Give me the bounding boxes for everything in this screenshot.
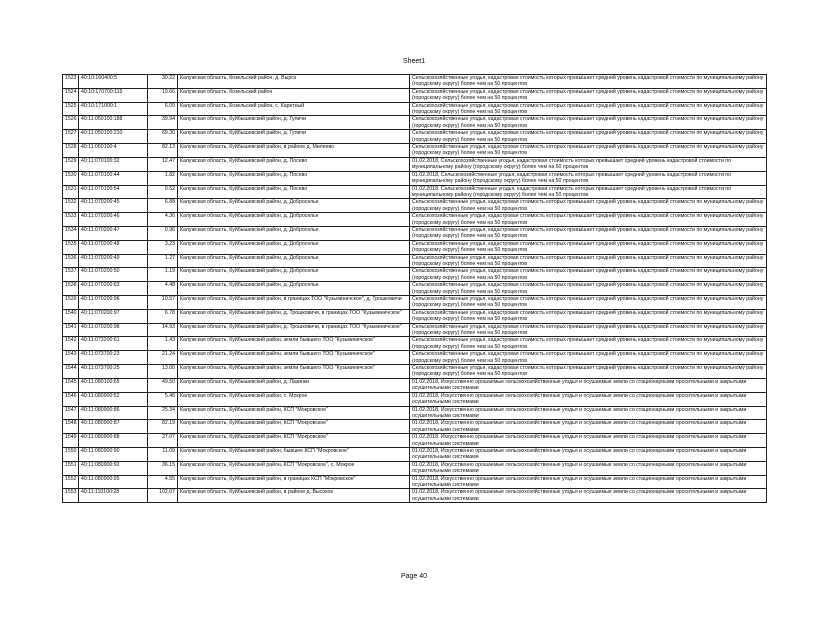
area-cell: 0.52	[148, 185, 178, 199]
category-cell: Сельскохозяйственные угодья, кадастровая стоимость которых превышает средний уровень кадастровой стоимости по муниципальному району (городскому округу) более чем на 50 процентов	[410, 282, 767, 296]
area-cell: 1.82	[148, 171, 178, 185]
category-cell: Сельскохозяйственные угодья, кадастровая стоимость которых превышает средний уровень кадастровой стоимости по муниципальному району (городскому округу) более чем на 50 процентов	[410, 309, 767, 323]
sheet-title: Sheet1	[402, 58, 426, 65]
cadastral-number-cell: 40:11:060100:4	[79, 144, 148, 158]
table-row	[63, 447, 767, 461]
table-row	[63, 226, 767, 240]
cadastral-number-cell: 40:11:070100:44	[79, 171, 148, 185]
table-row	[63, 144, 767, 158]
category-cell: Сельскохозяйственные угодья, кадастровая стоимость которых превышает средний уровень кадастровой стоимости по муниципальному району (городскому округу) более чем на 50 процентов	[410, 88, 767, 102]
page-number: Page 40	[400, 573, 428, 580]
table-row	[63, 378, 767, 392]
table-row	[63, 392, 767, 406]
area-cell: 25.34	[148, 406, 178, 420]
row-number-cell: 1540	[63, 309, 79, 323]
address-cell: Калужская область, Куйбышевский район, земли бывшего ТОО "Кузьминичское"	[178, 351, 410, 365]
table-row	[63, 420, 767, 434]
area-cell: 30.22	[148, 75, 178, 89]
row-number-cell: 1546	[63, 392, 79, 406]
area-cell: 6.88	[148, 199, 178, 213]
address-cell: Калужская область, Куйбышевский район, д. Лазинки	[178, 378, 410, 392]
cadastral-number-cell: 40:11:070200:45	[79, 199, 148, 213]
cadastral-number-cell: 40:11:073700:25	[79, 365, 148, 379]
table-row	[63, 282, 767, 296]
address-cell: Калужская область, Куйбышевский район, д. Трошковичи, в границах ТОО "Кузьминичское"	[178, 323, 410, 337]
category-cell: 01.02.2018, Сельскохозяйственные угодья, кадастровая стоимость которых превышает средний уровень кадастровой стоимости по муниципальному району (городскому округу) более чем на 50 процентов	[410, 157, 767, 171]
row-number-cell: 1529	[63, 157, 79, 171]
category-cell: 01.02.2018, Сельскохозяйственные угодья, кадастровая стоимость которых превышает средний уровень кадастровой стоимости по муниципальному району (городскому округу) более чем на 50 процентов	[410, 171, 767, 185]
table-row	[63, 213, 767, 227]
address-cell: Калужская область, Куйбышевский район, д. Трошковичи, в границах ТОО "Кузьминичское"	[178, 309, 410, 323]
table-body	[63, 75, 767, 503]
table-row	[63, 102, 767, 116]
table-row	[63, 365, 767, 379]
row-number-cell: 1524	[63, 88, 79, 102]
cadastral-number-cell: 40:11:080900:52	[79, 392, 148, 406]
area-cell: 1.19	[148, 268, 178, 282]
row-number-cell: 1545	[63, 378, 79, 392]
row-number-cell: 1537	[63, 268, 79, 282]
area-cell: 3.23	[148, 240, 178, 254]
table-row	[63, 268, 767, 282]
cadastral-number-cell: 40:11:080900:86	[79, 406, 148, 420]
address-cell: Калужская область, Козельский район, с. Каретный	[178, 102, 410, 116]
area-cell: 82.19	[148, 420, 178, 434]
cadastral-number-cell: 40:11:080900:88	[79, 434, 148, 448]
cadastral-number-cell: 40:11:070200:63	[79, 282, 148, 296]
area-cell: 82.13	[148, 144, 178, 158]
address-cell: Калужская область, Куйбышевский район, д. Гуличи	[178, 130, 410, 144]
cadastral-number-cell: 40:11:070200:49	[79, 254, 148, 268]
address-cell: Калужская область, Куйбышевский район, д. Посево	[178, 171, 410, 185]
row-number-cell: 1553	[63, 489, 79, 503]
area-cell: 49.50	[148, 378, 178, 392]
table-row	[63, 461, 767, 475]
category-cell: Сельскохозяйственные угодья, кадастровая стоимость которых превышает средний уровень кадастровой стоимости по муниципальному району (городскому округу) более чем на 50 процентов	[410, 351, 767, 365]
address-cell: Калужская область, Куйбышевский район, д. Доброселье	[178, 268, 410, 282]
area-cell: 1.27	[148, 254, 178, 268]
area-cell: 14.93	[148, 323, 178, 337]
category-cell: Сельскохозяйственные угодья, кадастровая стоимость которых превышает средний уровень кадастровой стоимости по муниципальному району (городскому округу) более чем на 50 процентов	[410, 199, 767, 213]
row-number-cell: 1548	[63, 420, 79, 434]
category-cell: 01.02.2018, Искусственно орошаемые сельскохозяйственные угодья и осушаемые земли со стационарными оросительными и закрытыми осушительными системами	[410, 406, 767, 420]
cadastral-number-cell: 40:11:070200:97	[79, 309, 148, 323]
category-cell: 01.02.2018, Искусственно орошаемые сельскохозяйственные угодья и осушаемые земли со стационарными оросительными и закрытыми осушительными системами	[410, 475, 767, 489]
cadastral-number-cell: 40:10:160400:5	[79, 75, 148, 89]
address-cell: Калужская область, Куйбышевский район, КСП "Мокровское"	[178, 406, 410, 420]
category-cell: Сельскохозяйственные угодья, кадастровая стоимость которых превышает средний уровень кадастровой стоимости по муниципальному району (городскому округу) более чем на 50 процентов	[410, 240, 767, 254]
category-cell: 01.02.2018, Искусственно орошаемые сельскохозяйственные угодья и осушаемые земли со стационарными оросительными и закрытыми осушительными системами	[410, 489, 767, 503]
area-cell: 21.24	[148, 351, 178, 365]
address-cell: Калужская область, Куйбышевский район, д. Доброселье	[178, 240, 410, 254]
row-number-cell: 1528	[63, 144, 79, 158]
address-cell: Калужская область, Куйбышевский район, д. Посево	[178, 157, 410, 171]
table-row	[63, 157, 767, 171]
address-cell: Калужская область, Куйбышевский район, КСП "Мокровское"	[178, 420, 410, 434]
category-cell: Сельскохозяйственные угодья, кадастровая стоимость которых превышает средний уровень кадастровой стоимости по муниципальному району (городскому округу) более чем на 50 процентов	[410, 144, 767, 158]
table-row	[63, 116, 767, 130]
row-number-cell: 1549	[63, 434, 79, 448]
row-number-cell: 1536	[63, 254, 79, 268]
row-number-cell: 1533	[63, 213, 79, 227]
table-row	[63, 434, 767, 448]
address-cell: Калужская область, Куйбышевский район, д. Доброселье	[178, 254, 410, 268]
address-cell: Калужская область, Куйбышевский район, земли бывшего ТОО "Кузьминичское"	[178, 365, 410, 379]
table-row	[63, 489, 767, 503]
category-cell: Сельскохозяйственные угодья, кадастровая стоимость которых превышает средний уровень кадастровой стоимости по муниципальному району (городскому округу) более чем на 50 процентов	[410, 323, 767, 337]
row-number-cell: 1525	[63, 102, 79, 116]
cadastral-number-cell: 40:10:170700:115	[79, 88, 148, 102]
area-cell: 11.09	[148, 447, 178, 461]
table-row	[63, 254, 767, 268]
table-row	[63, 240, 767, 254]
category-cell: Сельскохозяйственные угодья, кадастровая стоимость которых превышает средний уровень кадастровой стоимости по муниципальному району (городскому округу) более чем на 50 процентов	[410, 296, 767, 310]
category-cell: Сельскохозяйственные угодья, кадастровая стоимость которых превышает средний уровень кадастровой стоимости по муниципальному району (городскому округу) более чем на 50 процентов	[410, 254, 767, 268]
cadastral-number-cell: 40:11:073700:23	[79, 351, 148, 365]
row-number-cell: 1531	[63, 185, 79, 199]
category-cell: 01.02.2018, Искусственно орошаемые сельскохозяйственные угодья и осушаемые земли со стационарными оросительными и закрытыми осушительными системами	[410, 461, 767, 475]
cadastral-number-cell: 40:11:050100:210	[79, 130, 148, 144]
cadastral-number-cell: 40:11:070100:32	[79, 157, 148, 171]
row-number-cell: 1550	[63, 447, 79, 461]
area-cell: 6.09	[148, 102, 178, 116]
address-cell: Калужская область, Куйбышевский район, д. Доброселье	[178, 282, 410, 296]
address-cell: Калужская область, Куйбышевский район, в границах ТОО "Кузьминичское", д. Трошковичи	[178, 296, 410, 310]
row-number-cell: 1539	[63, 296, 79, 310]
address-cell: Калужская область, Куйбышевский район, КСП "Мокровское", с. Мокрое	[178, 461, 410, 475]
category-cell: Сельскохозяйственные угодья, кадастровая стоимость которых превышает средний уровень кадастровой стоимости по муниципальному району (городскому округу) более чем на 50 процентов	[410, 226, 767, 240]
area-cell: 69.30	[148, 130, 178, 144]
area-cell: 0.96	[148, 226, 178, 240]
area-cell: 19.66	[148, 88, 178, 102]
cadastral-number-cell: 40:11:080900:87	[79, 420, 148, 434]
address-cell: Калужская область, Куйбышевский район, д. Посево	[178, 185, 410, 199]
cadastral-number-cell: 40:10:171000:1	[79, 102, 148, 116]
row-number-cell: 1547	[63, 406, 79, 420]
table-row	[63, 337, 767, 351]
address-cell: Калужская область, Куйбышевский район, д. Доброселье	[178, 213, 410, 227]
row-number-cell: 1541	[63, 323, 79, 337]
area-cell: 4.55	[148, 475, 178, 489]
row-number-cell: 1523	[63, 75, 79, 89]
area-cell: 4.48	[148, 282, 178, 296]
address-cell: Калужская область, Куйбышевский район, д. Доброселье	[178, 199, 410, 213]
row-number-cell: 1526	[63, 116, 79, 130]
address-cell: Калужская область, Куйбышевский район, д. Гуличи	[178, 116, 410, 130]
cadastral-number-cell: 40:11:050100:188	[79, 116, 148, 130]
category-cell: 01.02.2018, Искусственно орошаемые сельскохозяйственные угодья и осушаемые земли со стационарными оросительными и закрытыми осушительными системами	[410, 434, 767, 448]
category-cell: 01.02.2018, Искусственно орошаемые сельскохозяйственные угодья и осушаемые земли со стационарными оросительными и закрытыми осушительными системами	[410, 420, 767, 434]
table-row	[63, 185, 767, 199]
table-row	[63, 309, 767, 323]
address-cell: Калужская область, Куйбышевский район, в границах КСП "Мокровское"	[178, 475, 410, 489]
area-cell: 102.07	[148, 489, 178, 503]
cadastral-number-cell: 40:11:070100:54	[79, 185, 148, 199]
cadastral-number-cell: 40:11:080900:95	[79, 475, 148, 489]
category-cell: Сельскохозяйственные угодья, кадастровая стоимость которых превышает средний уровень кадастровой стоимости по муниципальному району (городскому округу) более чем на 50 процентов	[410, 337, 767, 351]
category-cell: 01.02.2018, Искусственно орошаемые сельскохозяйственные угодья и осушаемые земли со стационарными оросительными и закрытыми осушительными системами	[410, 378, 767, 392]
address-cell: Калужская область, Куйбышевский район, в районе д. Высокое	[178, 489, 410, 503]
table-row	[63, 323, 767, 337]
category-cell: Сельскохозяйственные угодья, кадастровая стоимость которых превышает средний уровень кадастровой стоимости по муниципальному району (городскому округу) более чем на 50 процентов	[410, 75, 767, 89]
table-row	[63, 296, 767, 310]
row-number-cell: 1538	[63, 282, 79, 296]
table-row	[63, 406, 767, 420]
address-cell: Калужская область, Козельский район, д. Вырск	[178, 75, 410, 89]
area-cell: 13.00	[148, 365, 178, 379]
address-cell: Калужская область, Куйбышевский район, КСП "Мокровское"	[178, 434, 410, 448]
table-row	[63, 351, 767, 365]
area-cell: 6.78	[148, 309, 178, 323]
row-number-cell: 1527	[63, 130, 79, 144]
area-cell: 27.07	[148, 434, 178, 448]
category-cell: Сельскохозяйственные угодья, кадастровая стоимость которых превышает средний уровень кадастровой стоимости по муниципальному району (городскому округу) более чем на 50 процентов	[410, 116, 767, 130]
category-cell: Сельскохозяйственные угодья, кадастровая стоимость которых превышает средний уровень кадастровой стоимости по муниципальному району (городскому округу) более чем на 50 процентов	[410, 102, 767, 116]
cadastral-number-cell: 40:11:080900:90	[79, 447, 148, 461]
cadastral-number-cell: 40:11:080100:65	[79, 378, 148, 392]
area-cell: 10.57	[148, 296, 178, 310]
table-row	[63, 171, 767, 185]
row-number-cell: 1535	[63, 240, 79, 254]
row-number-cell: 1552	[63, 475, 79, 489]
address-cell: Калужская область, Куйбышевский район, в районе д. Милеево	[178, 144, 410, 158]
area-cell: 12.47	[148, 157, 178, 171]
area-cell: 39.94	[148, 116, 178, 130]
cadastral-number-cell: 40:11:070200:48	[79, 240, 148, 254]
row-number-cell: 1534	[63, 226, 79, 240]
category-cell: 01.02.2018, Сельскохозяйственные угодья, кадастровая стоимость которых превышает средний уровень кадастровой стоимости по муниципальному району (городскому округу) более чем на 50 процентов	[410, 185, 767, 199]
cadastral-number-cell: 40:11:080900:92	[79, 461, 148, 475]
cadastral-number-cell: 40:11:073200:61	[79, 337, 148, 351]
area-cell: 36.15	[148, 461, 178, 475]
table-row	[63, 130, 767, 144]
cadastral-number-cell: 40:11:070200:96	[79, 296, 148, 310]
category-cell: Сельскохозяйственные угодья, кадастровая стоимость которых превышает средний уровень кадастровой стоимости по муниципальному району (городскому округу) более чем на 50 процентов	[410, 213, 767, 227]
address-cell: Калужская область, Куйбышевский район, земли бывшего ТОО "Кузьминичское"	[178, 337, 410, 351]
address-cell: Калужская область, Козельский район	[178, 88, 410, 102]
row-number-cell: 1543	[63, 351, 79, 365]
row-number-cell: 1542	[63, 337, 79, 351]
table-row	[63, 475, 767, 489]
cadastral-number-cell: 40:11:070200:46	[79, 213, 148, 227]
address-cell: Калужская область, Куйбышевский район, с. Мокрое	[178, 392, 410, 406]
area-cell: 1.43	[148, 337, 178, 351]
row-number-cell: 1532	[63, 199, 79, 213]
cadastral-number-cell: 40:11:070200:50	[79, 268, 148, 282]
category-cell: 01.02.2018, Искусственно орошаемые сельскохозяйственные угодья и осушаемые земли со стационарными оросительными и закрытыми осушительными системами	[410, 447, 767, 461]
table-row	[63, 199, 767, 213]
row-number-cell: 1530	[63, 171, 79, 185]
table-row	[63, 75, 767, 89]
row-number-cell: 1544	[63, 365, 79, 379]
category-cell: 01.02.2018, Искусственно орошаемые сельскохозяйственные угодья и осушаемые земли со стационарными оросительными и закрытыми осушительными системами	[410, 392, 767, 406]
area-cell: 4.36	[148, 213, 178, 227]
category-cell: Сельскохозяйственные угодья, кадастровая стоимость которых превышает средний уровень кадастровой стоимости по муниципальному району (городскому округу) более чем на 50 процентов	[410, 268, 767, 282]
address-cell: Калужская область, Куйбышевский район, д. Доброселье	[178, 226, 410, 240]
cadastral-number-cell: 40:11:070200:47	[79, 226, 148, 240]
area-cell: 5.46	[148, 392, 178, 406]
row-number-cell: 1551	[63, 461, 79, 475]
cadastral-number-cell: 40:11:070200:98	[79, 323, 148, 337]
category-cell: Сельскохозяйственные угодья, кадастровая стоимость которых превышает средний уровень кадастровой стоимости по муниципальному району (городскому округу) более чем на 50 процентов	[410, 365, 767, 379]
cadastral-number-cell: 40:11:110100:28	[79, 489, 148, 503]
address-cell: Калужская область, Куйбышевский район, бывшее КСП "Мокровское"	[178, 447, 410, 461]
category-cell: Сельскохозяйственные угодья, кадастровая стоимость которых превышает средний уровень кадастровой стоимости по муниципальному району (городскому округу) более чем на 50 процентов	[410, 130, 767, 144]
table-row	[63, 88, 767, 102]
land-parcel-table	[62, 74, 767, 503]
